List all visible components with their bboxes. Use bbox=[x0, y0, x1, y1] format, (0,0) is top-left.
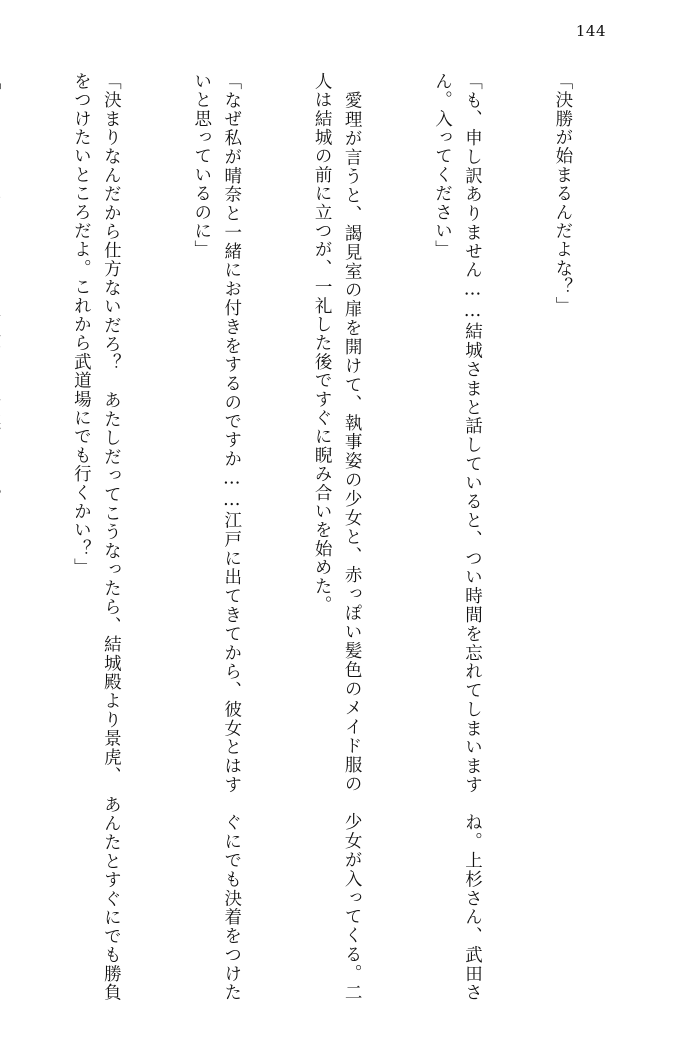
page-body-text bbox=[38, 72, 638, 1002]
paragraph: 「なぜ私が晴奈と一緒にお付きをするのですか……江戸に出てきてから、彼女とはす ぐにでも決着をつけたいと思っているのに」 bbox=[191, 72, 242, 1002]
page-number: 144 bbox=[575, 22, 606, 40]
paragraph bbox=[0, 72, 6, 1002]
paragraph: 「決勝が始まるんだよな？」 bbox=[552, 72, 573, 316]
paragraph: 「決まりなんだから仕方ないだろ？ あたしだってこうなったら、結城殿より景虎、 あんたとすぐにでも勝負をつけたいところだよ。これから武道場にでも行くかい？」 bbox=[71, 72, 122, 1002]
paragraph: 愛理が言うと、謁見室の扉を開けて、執事姿の少女と、赤っぽい髪色のメイド服の 少女が入ってくる。二人は結城の前に立つが、一礼した後ですぐに睨み合いを始めた。 bbox=[312, 72, 363, 1002]
paragraph: 「も、申し訳ありません……結城さまと話していると、つい時間を忘れてしまいます ね。上杉さん、武田さん。入ってください」 bbox=[432, 72, 483, 1002]
